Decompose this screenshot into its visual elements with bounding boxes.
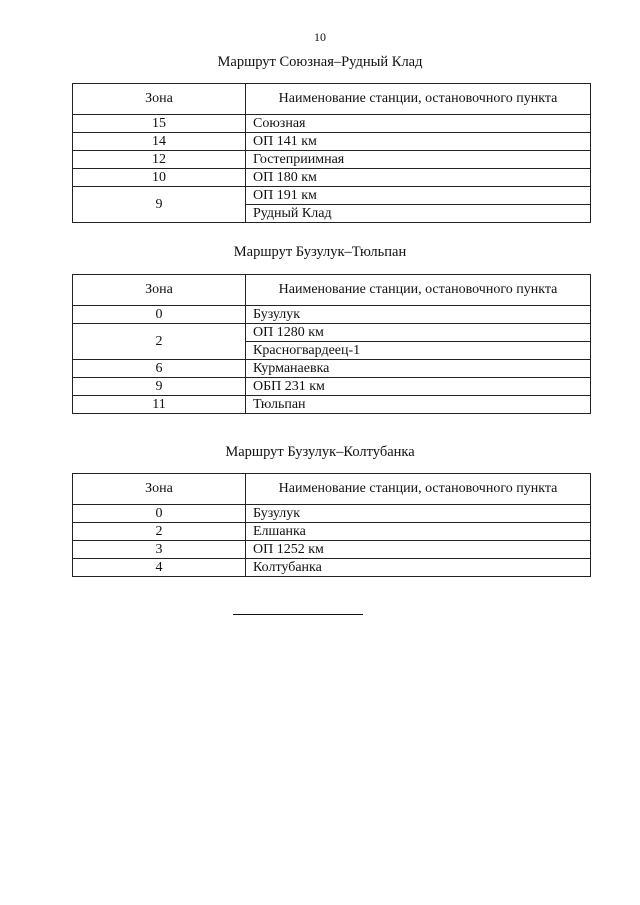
- zone-cell: 14: [73, 133, 246, 151]
- route-title: Маршрут Союзная–Рудный Клад: [217, 54, 423, 70]
- table-row: [73, 306, 591, 324]
- table-row: [73, 541, 591, 559]
- zone-cell: 0: [73, 505, 246, 523]
- station-name-cell: ОП 1252 км: [246, 541, 591, 559]
- station-name-cell: Курманаевка: [246, 360, 591, 378]
- table-header-row: [73, 474, 591, 505]
- station-name-cell: Елшанка: [246, 523, 591, 541]
- table-header-row: [73, 84, 591, 115]
- station-name-cell: ОБП 231 км: [246, 378, 591, 396]
- zone-cell: 12: [73, 151, 246, 169]
- table-row: [73, 378, 591, 396]
- zone-column-header: Зона: [73, 84, 246, 115]
- table-row: [73, 169, 591, 187]
- table-row: [73, 115, 591, 133]
- zone-cell: 2: [73, 324, 246, 360]
- zone-table: [72, 83, 591, 223]
- zone-cell: 15: [73, 115, 246, 133]
- zone-cell: 9: [73, 378, 246, 396]
- station-name-cell: Бузулук: [246, 306, 591, 324]
- station-name-cell: Бузулук: [246, 505, 591, 523]
- table-row: [73, 505, 591, 523]
- station-name-cell: ОП 180 км: [246, 169, 591, 187]
- table-row: [73, 559, 591, 577]
- zone-cell: 0: [73, 306, 246, 324]
- zone-table: [72, 473, 591, 577]
- station-name-cell: Гостеприимная: [246, 151, 591, 169]
- zone-cell: 3: [73, 541, 246, 559]
- closing-line: [233, 614, 363, 615]
- table-row: [73, 360, 591, 378]
- table-row: [73, 133, 591, 151]
- zone-cell: 2: [73, 523, 246, 541]
- zone-cell: 9: [73, 187, 246, 223]
- table-header-row: [73, 275, 591, 306]
- station-name-cell: ОП 191 км: [246, 187, 591, 205]
- station-column-header: Наименование станции, остановочного пункта: [246, 474, 591, 505]
- zone-cell: 11: [73, 396, 246, 414]
- zone-column-header: Зона: [73, 474, 246, 505]
- zone-table: [72, 274, 591, 414]
- station-name-cell: Тюльпан: [246, 396, 591, 414]
- zone-cell: 6: [73, 360, 246, 378]
- zone-cell: 10: [73, 169, 246, 187]
- table-row: [73, 324, 591, 342]
- route-title: Маршрут Бузулук–Колтубанка: [225, 444, 415, 460]
- station-name-cell: ОП 141 км: [246, 133, 591, 151]
- station-name-cell: Колтубанка: [246, 559, 591, 577]
- table-row: [73, 151, 591, 169]
- table-row: [73, 523, 591, 541]
- route-title: Маршрут Бузулук–Тюльпан: [233, 244, 407, 260]
- table-row: [73, 187, 591, 205]
- table-row: [73, 396, 591, 414]
- station-column-header: Наименование станции, остановочного пункта: [246, 84, 591, 115]
- station-column-header: Наименование станции, остановочного пункта: [246, 275, 591, 306]
- station-name-cell: Союзная: [246, 115, 591, 133]
- zone-column-header: Зона: [73, 275, 246, 306]
- station-name-cell: Рудный Клад: [246, 205, 591, 223]
- station-name-cell: ОП 1280 км: [246, 324, 591, 342]
- page-number: 10: [314, 30, 326, 44]
- zone-cell: 4: [73, 559, 246, 577]
- station-name-cell: Красногвардеец-1: [246, 342, 591, 360]
